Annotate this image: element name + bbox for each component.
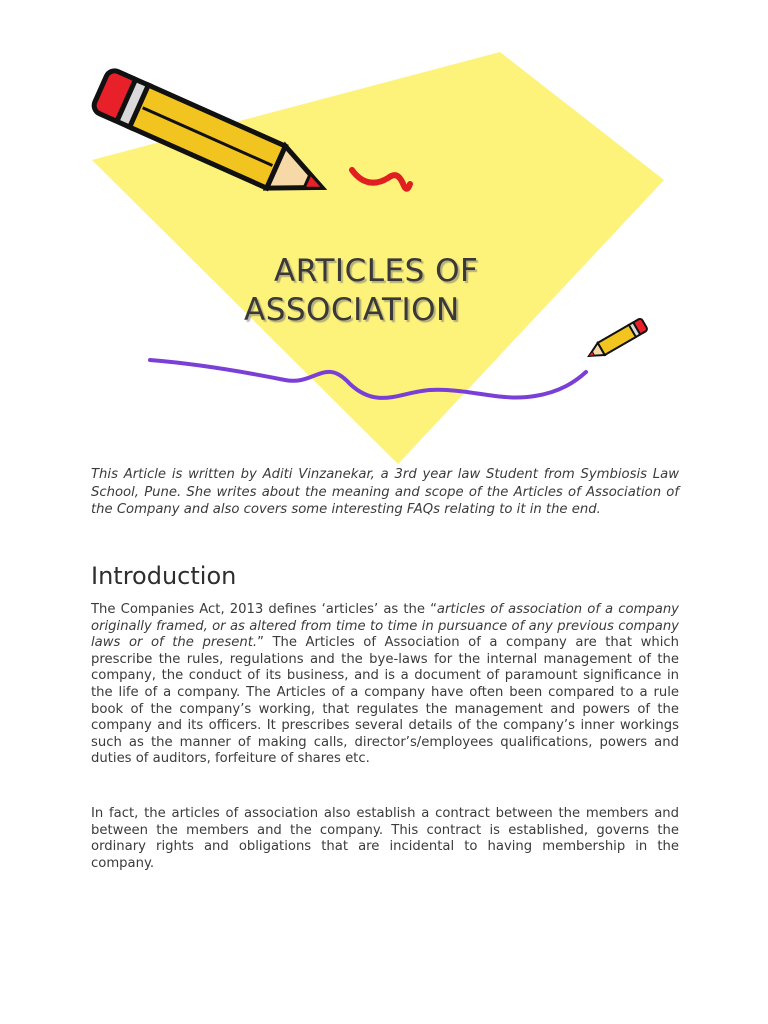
- hero-title-line-2: ASSOCIATION: [244, 292, 460, 328]
- para1-quote: articles of association of a company originally framed, or as altered from time to time in pursuance of any previous company laws or of the present.: [91, 602, 679, 651]
- para1-tail: ” The Articles of Association of a company are that which prescribe the rules, regulations and the bye-laws for the internal management of the company, the conduct of its business, and is a document of paramount significance in the life of a company. The Articles of a company have often been compared to a rule book of the company’s working, that regulates the management and powers of the company and its officers. It prescribes several details of the company’s inner workings such as the manner of making calls, director’s/employees qualifications, powers and duties of auditors, forfeiture of shares etc.: [91, 635, 679, 767]
- intro-paragraph-1: [91, 602, 679, 768]
- hero-title-line-1: ARTICLES OF: [274, 253, 479, 289]
- section-heading-introduction: Introduction: [91, 562, 237, 590]
- clipart-graphic: [0, 0, 768, 470]
- hero-title: [244, 252, 544, 330]
- intro-paragraph-2: In fact, the articles of association also establish a contract between the members and between the members and the company. This contract is established, governs the ordinary rights and obligations that are incidental to having membership in the company.: [91, 806, 679, 871]
- para1-lead: The Companies Act, 2013 defines ‘articles’ as the “: [91, 602, 437, 617]
- small-pencil-icon: [585, 318, 648, 363]
- title-illustration: [0, 0, 768, 470]
- author-note: This Article is written by Aditi Vinzanekar, a 3rd year law Student from Symbiosis Law School, Pune. She writes about the meaning and scope of the Articles of Association of the Company and also covers some interesting FAQs relating to it in the end.: [91, 467, 679, 518]
